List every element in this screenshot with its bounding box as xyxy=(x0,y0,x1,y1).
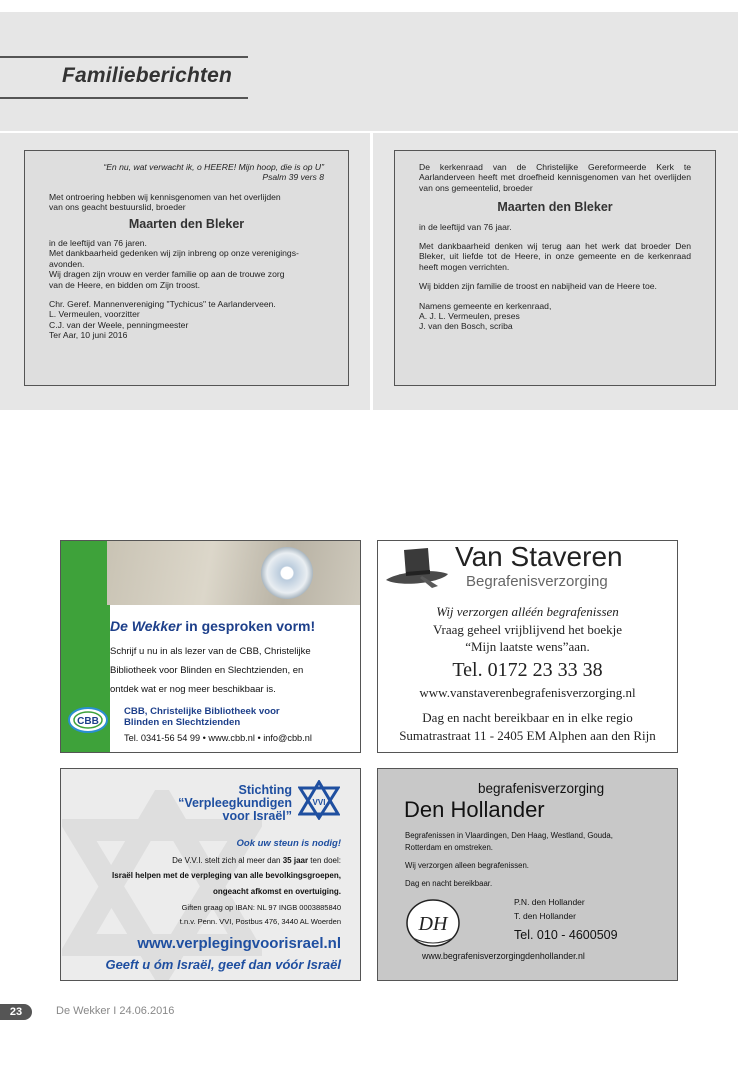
notice-left xyxy=(24,150,349,386)
cbb-body-line: Bibliotheek voor Blinden en Slechtzienden, en xyxy=(110,665,304,676)
page-number-badge: 23 xyxy=(0,1004,32,1020)
band-divider xyxy=(0,131,738,133)
cbb-body xyxy=(110,642,356,699)
intro-line: Met ontroering hebben wij kennisgenomen van het overlijden xyxy=(49,191,281,202)
thanks-text: Met dankbaarheid denken wij terug aan het werk dat broeder Den Bleker, uit liefde tot de Heere, in onze gemeente en de kerkenraad heeft mogen verrichten. xyxy=(419,241,691,272)
vvi-website: www.verplegingvoorisrael.nl xyxy=(137,935,341,952)
dh-person: T. den Hollander xyxy=(514,911,576,921)
dh-title: Den Hollander xyxy=(404,797,545,822)
cbb-body-line: Schrijf u nu in als lezer van de CBB, Christelijke xyxy=(110,646,311,657)
top-hat-icon xyxy=(382,546,452,592)
deceased-name: Maarten den Bleker xyxy=(128,216,245,231)
dh-monogram-logo-icon xyxy=(405,898,461,948)
vs-title: Van Staveren xyxy=(455,541,623,572)
signature-name: L. Vermeulen, voorzitter xyxy=(49,309,140,320)
thanks-line: Met dankbaarheid gedenken wij zijn inbreng op onze verenigings- xyxy=(49,248,299,259)
intro-text: De kerkenraad van de Christelijke Gereformeerde Kerk te Aarlanderveen heeft met droefheid kennisgenomen van het overlijden van ons gemeentelid, broeder xyxy=(419,162,691,193)
vvi-logo-text: VVI xyxy=(312,798,326,807)
dh-website: www.begrafenisverzorgingdenhollander.nl xyxy=(422,951,585,961)
column-divider xyxy=(370,132,373,410)
vvi-body-text: De V.V.I. stelt zich al meer dan xyxy=(172,856,283,865)
cd-icon xyxy=(261,547,313,599)
vvi-star-logo-icon xyxy=(298,780,340,820)
vs-line: Vraag geheel vrijblijvend het boekje xyxy=(432,622,623,637)
cbb-headline-brand: De Wekker xyxy=(110,618,182,634)
dh-line: Dag en nacht bereikbaar. xyxy=(405,879,493,888)
vvi-body-line xyxy=(172,856,341,865)
dh-person: P.N. den Hollander xyxy=(514,897,585,907)
cbb-headline xyxy=(110,618,315,634)
signature-intro: Namens gemeente en kerkenraad, xyxy=(419,300,552,311)
signature-name: C.J. van der Weele, penningmeester xyxy=(49,319,189,330)
braille-photo xyxy=(107,541,361,605)
age-line: in de leeftijd van 76 jaar. xyxy=(419,221,512,232)
dh-line: Wij verzorgen alleen begrafenissen. xyxy=(405,861,529,870)
vvi-appeal: Ook uw steun is nodig! xyxy=(236,838,341,849)
vs-line: Wij verzorgen alléén begrafenissen xyxy=(436,604,619,619)
vs-website: www.vanstaverenbegrafenisverzorging.nl xyxy=(419,685,636,700)
wish-text: Wij bidden zijn familie de troost en nabijheid van de Heere toe. xyxy=(419,281,657,292)
cbb-logo-text: CBB xyxy=(77,716,99,727)
quote-line: “En nu, wat verwacht ik, o HEERE! Mijn hoop, die is op U” xyxy=(103,162,324,172)
cbb-headline-rest: in gesproken vorm! xyxy=(181,618,316,634)
dh-line: Begrafenissen in Vlaardingen, Den Haag, Westland, Gouda, xyxy=(405,831,613,840)
vvi-address: t.n.v. Penn. VVI, Postbus 476, 3440 AL Woerden xyxy=(179,917,341,926)
cbb-org-name xyxy=(124,706,280,728)
signature-name: J. van den Bosch, scriba xyxy=(419,321,513,332)
cbb-body-line: ontdek wat er nog meer beschikbaar is. xyxy=(110,684,276,695)
dh-tagline: begrafenisverzorging xyxy=(478,781,605,796)
thanks-line: avonden. xyxy=(49,258,85,269)
title-rule-bottom xyxy=(0,97,248,99)
wish-line: van de Heere, en bidden om Zijn troost. xyxy=(49,279,200,290)
deceased-name: Maarten den Bleker xyxy=(497,200,613,215)
dh-line: Rotterdam en omstreken. xyxy=(405,843,493,852)
vvi-body-line: ongeacht afkomst en overtuiging. xyxy=(212,887,341,896)
vs-phone: Tel. 0172 23 33 38 xyxy=(452,659,603,681)
age-line: in de leeftijd van 76 jaren. xyxy=(49,238,147,249)
cbb-org-line: CBB, Christelijke Bibliotheek voor xyxy=(124,706,280,717)
vs-subtitle: Begrafenisverzorging xyxy=(466,573,608,590)
footer-publication: De Wekker I 24.06.2016 xyxy=(56,1005,175,1017)
dh-logo-text: DH xyxy=(418,913,448,935)
signature-org: Chr. Geref. Mannenvereniging "Tychicus" te Aarlanderveen. xyxy=(49,299,276,310)
cbb-logo-icon xyxy=(68,707,108,733)
cbb-org-line: Blinden en Slechtzienden xyxy=(124,717,241,728)
vvi-slogan: Geeft u óm Israël, geef dan vóór Israël xyxy=(105,957,341,972)
quote-reference: Psalm 39 vers 8 xyxy=(262,172,324,183)
signature-place-date: Ter Aar, 10 juni 2016 xyxy=(49,330,128,341)
vs-address: Sumatrastraat 11 - 2405 EM Alphen aan den Rijn xyxy=(399,728,656,743)
vvi-gift: Giften graag op IBAN: NL 97 INGB 0003885840 xyxy=(181,903,341,912)
cbb-contact: Tel. 0341-56 54 99 • www.cbb.nl • info@cbb.nl xyxy=(124,733,312,743)
vvi-body-text: ten doel: xyxy=(308,856,341,865)
wish-line: Wij dragen zijn vrouw en verder familie op aan de trouwe zorg xyxy=(49,269,285,280)
vvi-body-emphasis: 35 jaar xyxy=(282,856,309,865)
dh-phone: Tel. 010 - 4600509 xyxy=(514,928,618,942)
vvi-org-line: “Verpleegkundigen xyxy=(178,796,292,810)
section-title: Familieberichten xyxy=(62,64,233,87)
vvi-org-line: Stichting xyxy=(238,783,292,797)
vvi-body-line: Israël helpen met de verpleging van alle bevolkingsgroepen, xyxy=(112,871,341,880)
intro-line: van ons geacht bestuurslid, broeder xyxy=(49,202,186,213)
notice-right xyxy=(394,150,716,386)
title-rule-top xyxy=(0,56,248,58)
signature-name: A. J. L. Vermeulen, preses xyxy=(419,311,520,322)
vs-line: Dag en nacht bereikbaar en in elke regio xyxy=(422,710,633,725)
vs-line: “Mijn laatste wens”aan. xyxy=(465,639,590,654)
vvi-org-line: voor Israël” xyxy=(222,809,292,823)
